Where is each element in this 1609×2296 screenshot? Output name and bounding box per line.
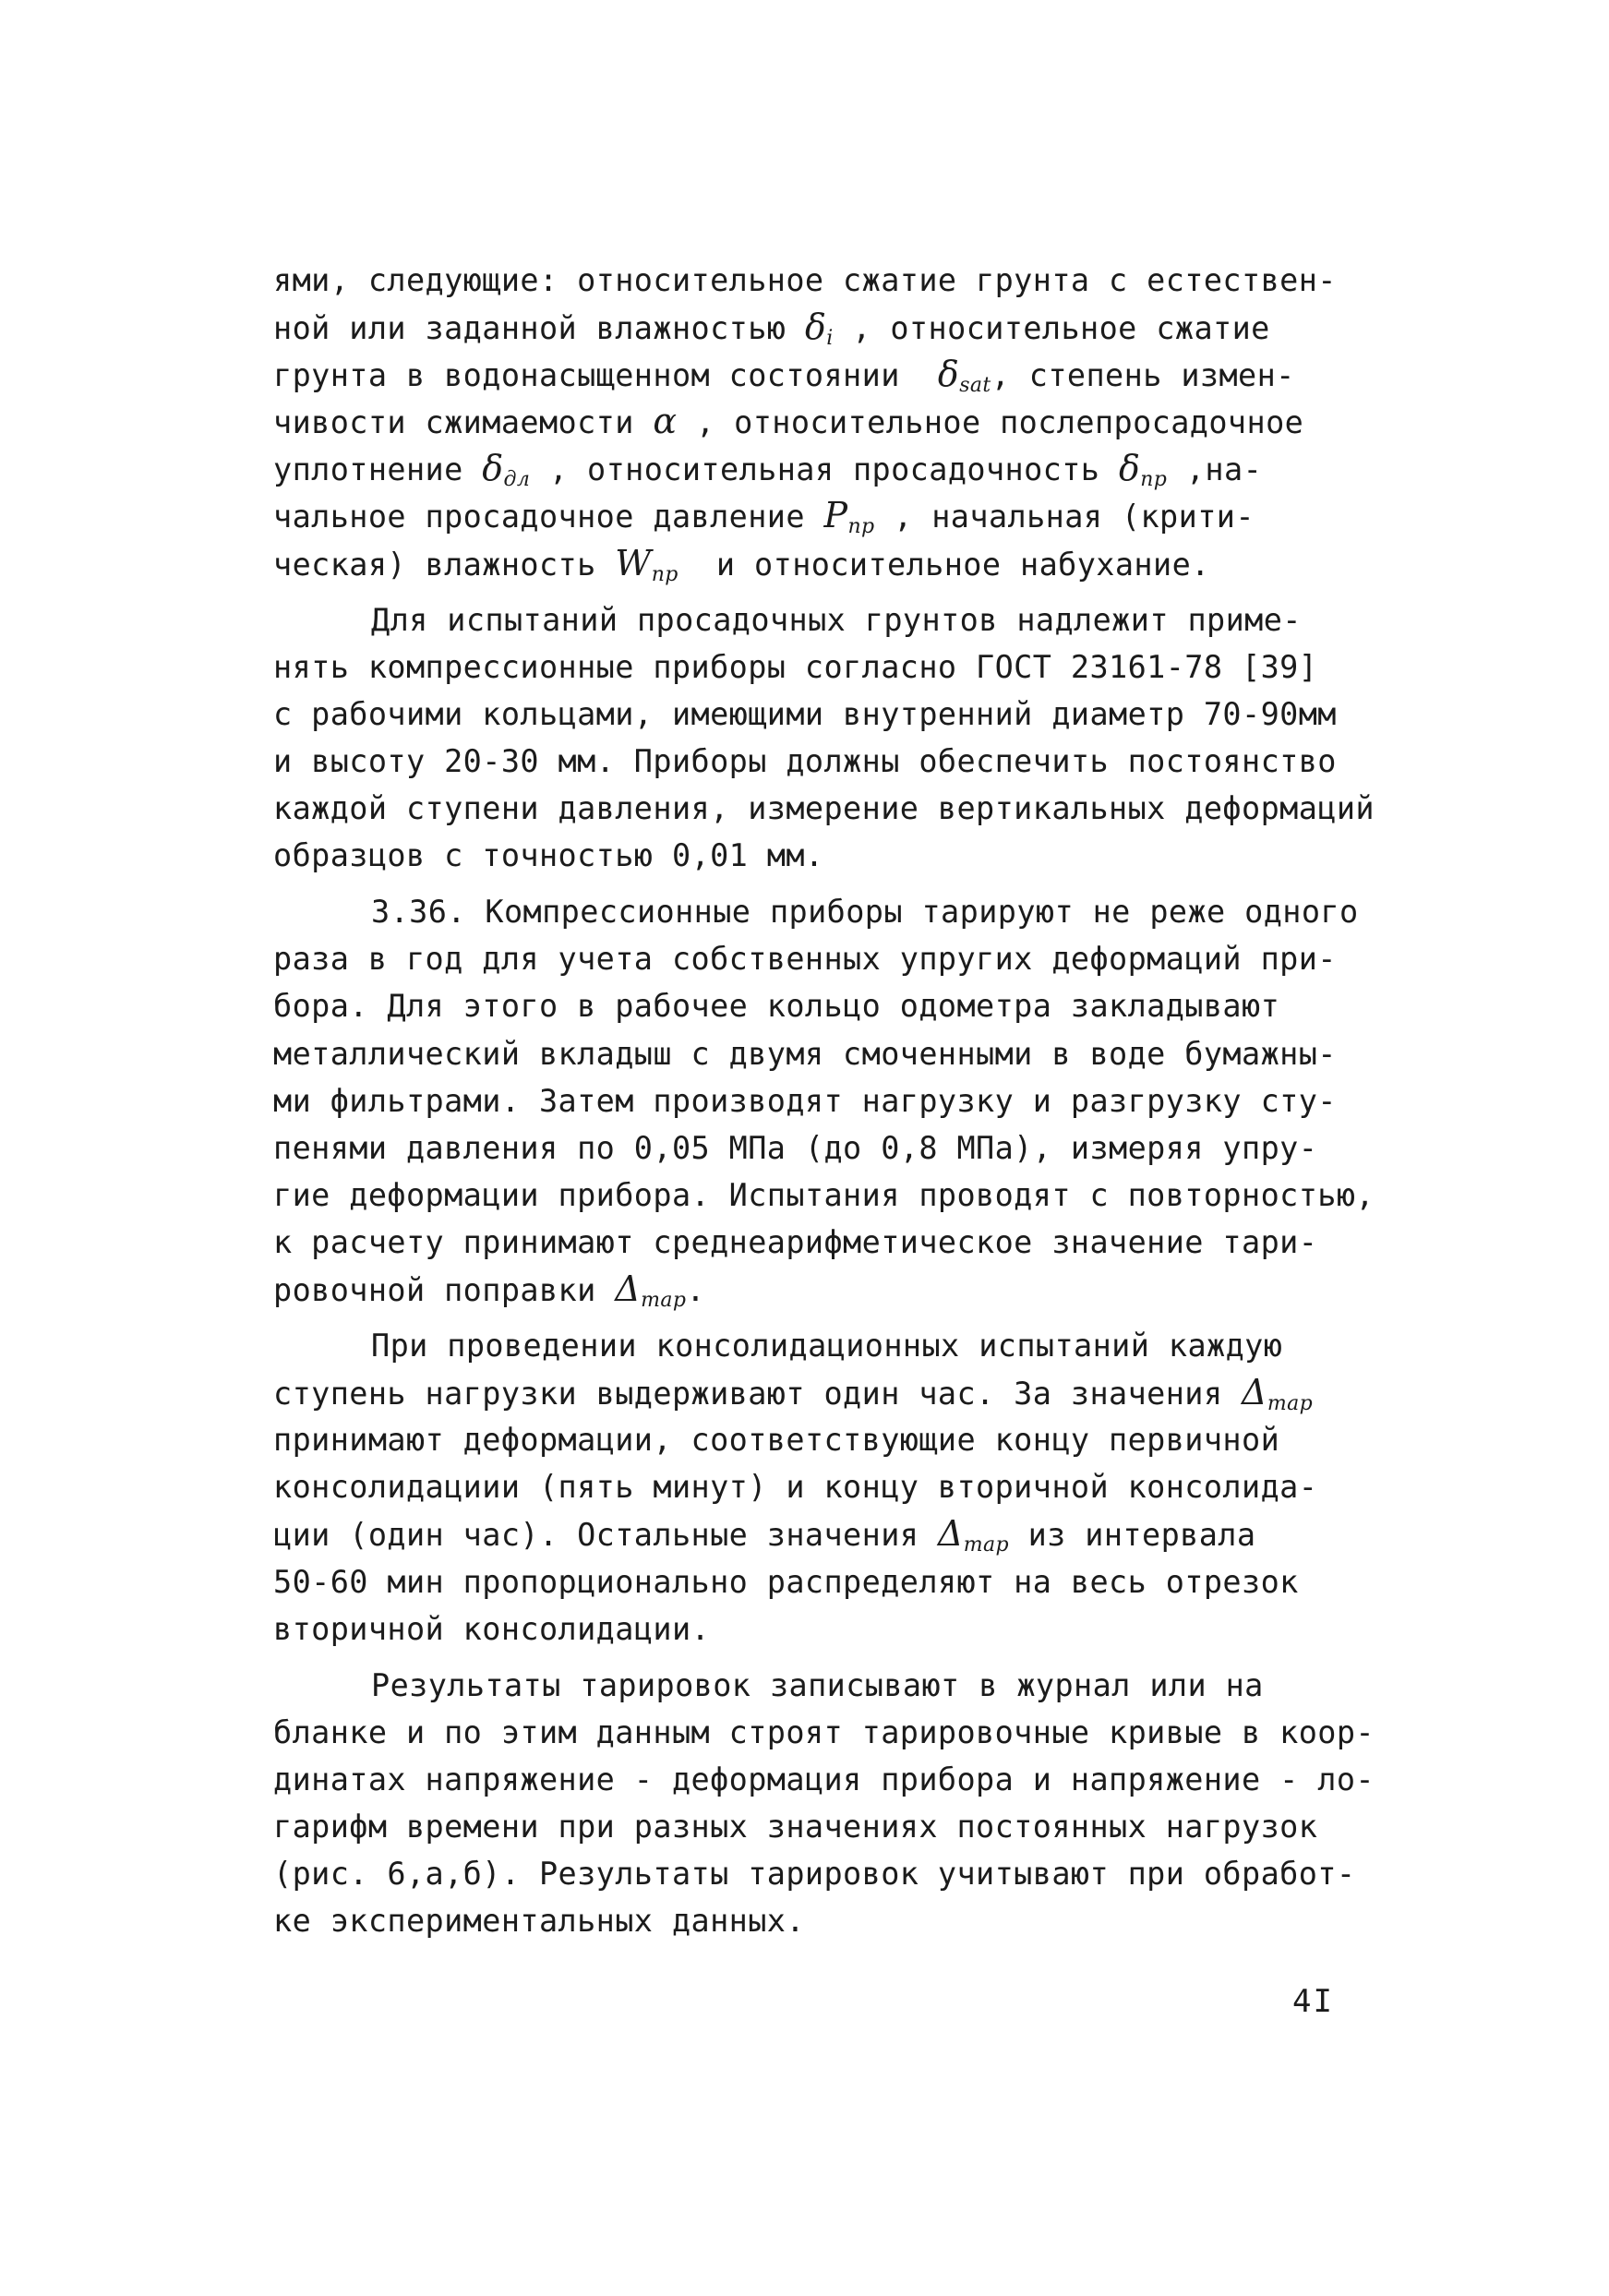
text-run: , относительное сжатие bbox=[833, 310, 1270, 347]
text-run: ,на- bbox=[1167, 451, 1263, 488]
symbol-subscript: тар bbox=[641, 1288, 687, 1312]
text-line bbox=[273, 1897, 1473, 1944]
text-run: 50-60 мин пропорционально распределяют на весь отрезок bbox=[273, 1563, 1299, 1600]
text-line bbox=[273, 1266, 1473, 1313]
text-line bbox=[273, 304, 1473, 351]
text-line bbox=[273, 1709, 1473, 1756]
text-run: нять компрессионные приборы согласно ГОСТ 23161-78 [39] bbox=[273, 648, 1318, 685]
text-line bbox=[273, 1416, 1473, 1463]
symbol-base: Δ bbox=[1242, 1372, 1267, 1413]
text-run: ческая) влажность bbox=[273, 546, 616, 583]
text-run: гарифм времени при разных значениях постоянных нагрузок bbox=[273, 1809, 1318, 1845]
text-line bbox=[273, 1463, 1473, 1510]
text-run: и относительное набухание. bbox=[678, 546, 1210, 583]
text-line bbox=[273, 1662, 1473, 1709]
text-run: к расчету принимают среднеарифметическое значение тари- bbox=[273, 1223, 1318, 1260]
handwritten-symbol bbox=[1242, 1372, 1314, 1416]
text-line bbox=[273, 738, 1473, 785]
text-line bbox=[273, 596, 1473, 643]
text-run: ровочной поправки bbox=[273, 1271, 616, 1308]
text-run: образцов с точностью 0,01 мм. bbox=[273, 837, 824, 874]
text-run: чальное просадочное давление bbox=[273, 499, 824, 535]
text-run: пенями давления по 0,05 МПа (до 0,8 МПа), измеряя упру- bbox=[273, 1129, 1318, 1166]
handwritten-symbol bbox=[482, 448, 531, 492]
text-line bbox=[273, 1030, 1473, 1077]
text-run: . bbox=[686, 1271, 705, 1308]
symbol-base: δ bbox=[804, 307, 827, 348]
text-line bbox=[273, 1605, 1473, 1653]
handwritten-symbol bbox=[653, 401, 677, 441]
text-line bbox=[273, 540, 1473, 587]
text-line bbox=[273, 1756, 1473, 1803]
text-run: металлический вкладыш с двумя смоченными в воде бумажны- bbox=[273, 1035, 1337, 1072]
body-text bbox=[273, 257, 1473, 1944]
text-run: из интервала bbox=[1009, 1517, 1256, 1554]
text-line bbox=[273, 1510, 1473, 1557]
text-run: бора. Для этого в рабочее кольцо одометра закладывают bbox=[273, 988, 1280, 1025]
text-run: раза в год для учета собственных упругих деформаций при- bbox=[273, 941, 1337, 978]
symbol-subscript: sat bbox=[959, 374, 991, 398]
symbol-base: P bbox=[823, 495, 848, 536]
text-run: , относительная просадочность bbox=[530, 451, 1119, 488]
text-run: ми фильтрами. Затем производят нагрузку и разгрузку сту- bbox=[273, 1082, 1337, 1119]
text-line bbox=[273, 691, 1473, 738]
text-line bbox=[273, 351, 1473, 398]
symbol-base: α bbox=[653, 401, 678, 442]
text-run: 3.36. Компрессионные приборы тарируют не реже одного bbox=[371, 894, 1359, 931]
text-run: При проведении консолидационных испытаний каждую bbox=[371, 1328, 1283, 1364]
text-run: принимают деформации, соответствующие концу первичной bbox=[273, 1422, 1280, 1459]
text-run: с рабочими кольцами, имеющими внутренний диаметр 70-90мм bbox=[273, 695, 1337, 732]
handwritten-symbol bbox=[615, 1268, 687, 1312]
text-line bbox=[273, 1322, 1473, 1369]
text-line bbox=[273, 257, 1473, 304]
text-line bbox=[273, 492, 1473, 539]
symbol-subscript: пр bbox=[1140, 468, 1168, 492]
text-run: чивости сжимаемости bbox=[273, 404, 654, 441]
text-run: , относительное послепросадочное bbox=[677, 404, 1304, 441]
symbol-base: δ bbox=[1118, 448, 1141, 489]
text-run: и высоту 20-30 мм. Приборы должны обеспечить постоянство bbox=[273, 742, 1337, 779]
text-line bbox=[273, 1124, 1473, 1172]
text-run: ке экспериментальных данных. bbox=[273, 1903, 805, 1940]
symbol-base: δ bbox=[937, 354, 960, 395]
text-line bbox=[273, 888, 1473, 935]
symbol-base: Δ bbox=[937, 1513, 964, 1555]
text-run: Для испытаний просадочных грунтов надлежит приме- bbox=[371, 601, 1302, 638]
text-run: вторичной консолидации. bbox=[273, 1610, 711, 1647]
text-run: Результаты тарировок записывают в журнал или на bbox=[371, 1666, 1264, 1703]
text-run: бланке и по этим данным строят тарировочные кривые в коор- bbox=[273, 1713, 1375, 1750]
text-line bbox=[273, 445, 1473, 492]
text-line bbox=[273, 1850, 1473, 1897]
text-run: грунта в водонасыщенном состоянии bbox=[273, 357, 938, 394]
symbol-subscript: i bbox=[826, 327, 834, 351]
text-line bbox=[273, 785, 1473, 832]
text-line bbox=[273, 935, 1473, 982]
handwritten-symbol bbox=[937, 1513, 1010, 1557]
symbol-base: δ bbox=[482, 448, 504, 489]
text-run: (рис. 6,а,б). Результаты тарировок учитывают при обработ- bbox=[273, 1856, 1356, 1893]
handwritten-symbol bbox=[804, 307, 834, 351]
text-run: динатах напряжение - деформация прибора и напряжение - ло- bbox=[273, 1761, 1375, 1797]
text-run: , степень измен- bbox=[991, 357, 1295, 394]
text-line bbox=[273, 643, 1473, 691]
text-line bbox=[273, 1558, 1473, 1605]
text-run: , начальная (крити- bbox=[874, 499, 1255, 535]
text-line bbox=[273, 982, 1473, 1029]
symbol-subscript: пр bbox=[847, 515, 875, 539]
text-run: ной или заданной влажностью bbox=[273, 310, 805, 347]
handwritten-symbol bbox=[615, 542, 678, 586]
symbol-subscript: дл bbox=[503, 468, 531, 492]
symbol-subscript: тар bbox=[963, 1533, 1010, 1557]
text-run: консолидациии (пять минут) и концу вторичной консолида- bbox=[273, 1469, 1318, 1506]
text-run: ступень нагрузки выдерживают один час. За значения bbox=[273, 1376, 1243, 1412]
text-run: ции (один час). Остальные значения bbox=[273, 1517, 938, 1554]
text-run: каждой ступени давления, измерение вертикальных деформаций bbox=[273, 790, 1375, 827]
text-line bbox=[273, 1172, 1473, 1219]
text-line bbox=[273, 1803, 1473, 1850]
text-line bbox=[273, 1077, 1473, 1124]
symbol-base: W bbox=[615, 542, 652, 583]
text-run: ями, следующие: относительное сжатие грунта с естествен- bbox=[273, 262, 1337, 298]
text-line bbox=[273, 832, 1473, 879]
symbol-base: Δ bbox=[615, 1268, 642, 1309]
text-line bbox=[273, 1219, 1473, 1266]
text-line bbox=[273, 398, 1473, 445]
text-line bbox=[273, 1369, 1473, 1416]
text-run: уплотнение bbox=[273, 451, 483, 488]
symbol-subscript: пр bbox=[651, 562, 678, 586]
handwritten-symbol bbox=[823, 495, 875, 539]
handwritten-symbol bbox=[937, 354, 991, 398]
text-run: гие деформации прибора. Испытания проводят с повторностью, bbox=[273, 1176, 1375, 1213]
handwritten-symbol bbox=[1118, 448, 1168, 492]
symbol-subscript: тар bbox=[1267, 1392, 1314, 1416]
page-number: 4I bbox=[1292, 1983, 1334, 2020]
